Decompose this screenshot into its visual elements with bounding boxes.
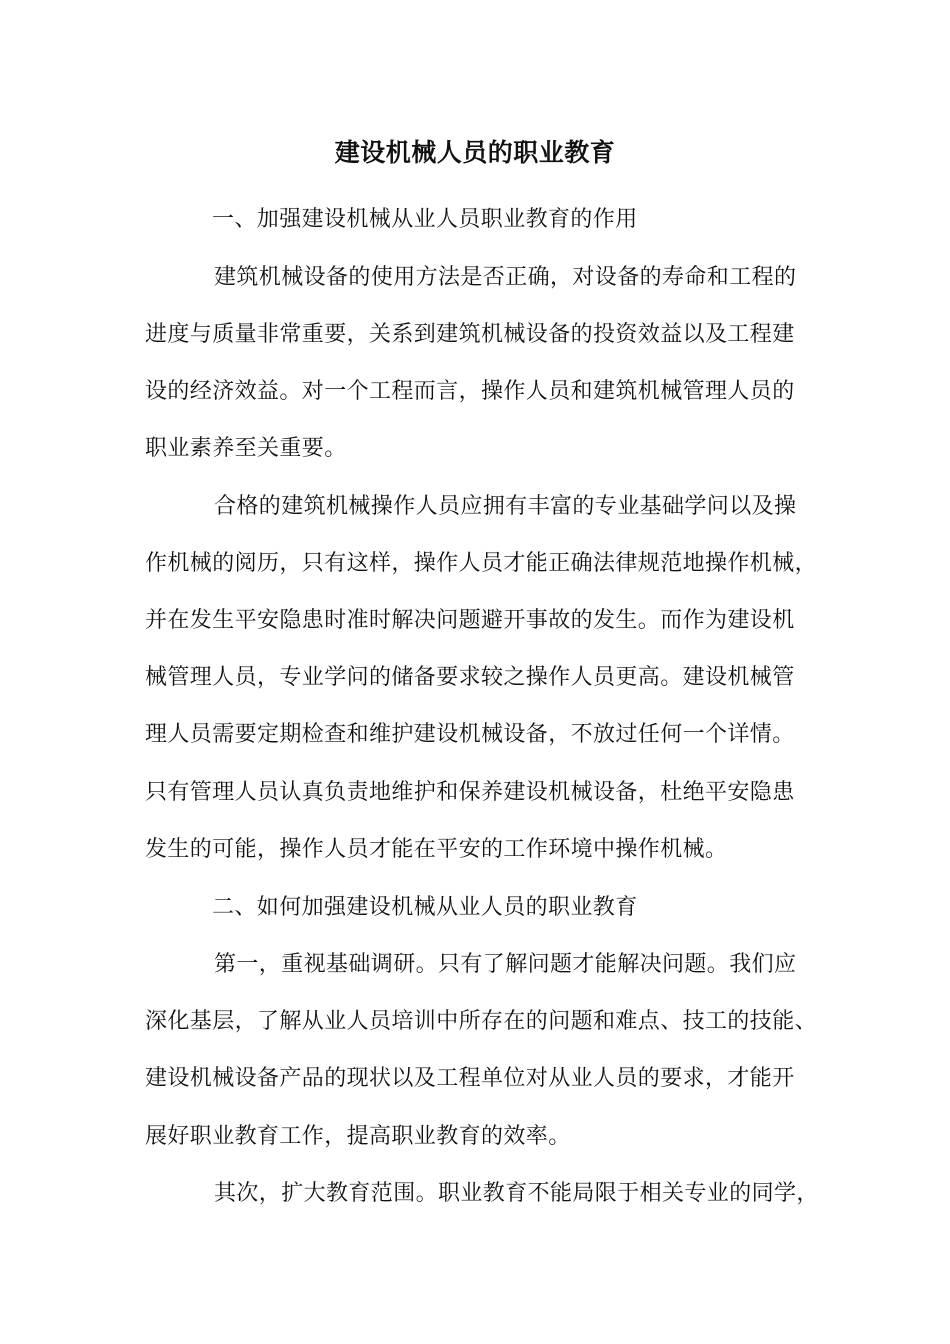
paragraph-line: 建筑机械设备的使用方法是否正确，对设备的寿命和工程的 — [214, 265, 797, 290]
document-title: 建设机械人员的职业教育 — [334, 138, 616, 167]
paragraph-line: 其次，扩大教育范围。职业教育不能局限于相关专业的同学， — [214, 1181, 819, 1206]
paragraph-line: 职业素养至关重要。 — [145, 436, 347, 461]
paragraph-line: 建设机械设备产品的现状以及工程单位对从业人员的要求，才能开 — [145, 1066, 795, 1091]
paragraph-line: 展好职业教育工作，提高职业教育的效率。 — [145, 1124, 571, 1149]
paragraph-line: 发生的可能，操作人员才能在平安的工作环境中操作机械。 — [145, 837, 728, 862]
paragraph-line: 深化基层，了解从业人员培训中所存在的问题和难点、技工的技能、 — [145, 1009, 818, 1034]
paragraph-line: 进度与质量非常重要，关系到建筑机械设备的投资效益以及工程建 — [145, 322, 795, 347]
paragraph-line: 并在发生平安隐患时准时解决问题避开事故的发生。而作为建设机 — [145, 608, 795, 633]
paragraph-line: 理人员需要定期检查和维护建设机械设备，不放过任何一个详情。 — [145, 722, 795, 747]
section-heading-2: 二、如何加强建设机械从业人员的职业教育 — [212, 895, 638, 920]
section-heading-1: 一、加强建设机械从业人员职业教育的作用 — [212, 207, 638, 232]
paragraph-line: 合格的建筑机械操作人员应拥有丰富的专业基础学问以及操 — [214, 494, 797, 519]
paragraph-line: 设的经济效益。对一个工程而言，操作人员和建筑机械管理人员的 — [145, 379, 795, 404]
paragraph-line: 作机械的阅历，只有这样，操作人员才能正确法律规范地操作机械， — [145, 551, 818, 576]
paragraph-line: 只有管理人员认真负责地维护和保养建设机械设备，杜绝平安隐患 — [145, 780, 795, 805]
paragraph-line: 第一，重视基础调研。只有了解问题才能解决问题。我们应 — [214, 952, 797, 977]
paragraph-line: 械管理人员，专业学问的储备要求较之操作人员更高。建设机械管 — [145, 665, 795, 690]
